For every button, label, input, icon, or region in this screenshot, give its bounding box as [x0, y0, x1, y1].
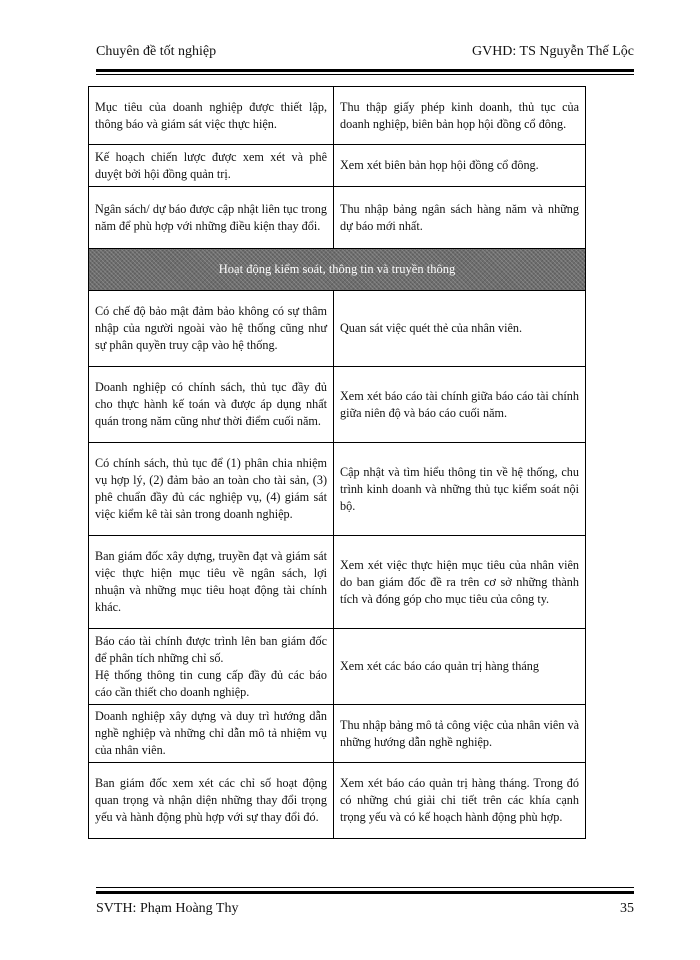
table-row — [89, 629, 586, 705]
footer-rule-thin — [96, 887, 634, 888]
objective-cell: Ban giám đốc xem xét các chỉ số hoạt động quan trọng và nhận diện những thay đổi trọng yếu và hành động phù hợp với sự thay đổi đó. — [89, 763, 334, 839]
procedure-cell: Quan sát việc quét thẻ của nhân viên. — [334, 291, 586, 367]
procedure-cell: Xem xét biên bản họp hội đồng cổ đông. — [334, 145, 586, 187]
section-title: Hoạt động kiểm soát, thông tin và truyền thông — [89, 249, 586, 291]
header-rule-thin — [96, 74, 634, 75]
objective-cell: Mục tiêu của doanh nghiệp được thiết lập, thông báo và giám sát việc thực hiện. — [89, 87, 334, 145]
procedure-cell: Thu nhập bảng ngân sách hàng năm và những dự báo mới nhất. — [334, 187, 586, 249]
page-header — [96, 44, 634, 66]
objective-cell: Báo cáo tài chính được trình lên ban giám đốc để phân tích những chỉ số. Hệ thống thông tin cung cấp đầy đủ các báo cáo cần thiết cho doanh nghiệp. — [89, 629, 334, 705]
control-table — [88, 86, 586, 839]
page-number: 35 — [620, 901, 634, 916]
procedure-cell: Xem xét việc thực hiện mục tiêu của nhân viên do ban giám đốc đề ra trên cơ sở những thành tích và đóng góp cho mục tiêu của công ty. — [334, 536, 586, 629]
objective-cell: Doanh nghiệp xây dựng và duy trì hướng dẫn nghề nghiệp và những chỉ dẫn mô tả nhiệm vụ của nhân viên. — [89, 705, 334, 763]
objective-cell: Có chính sách, thủ tục để (1) phân chia nhiệm vụ hợp lý, (2) đảm bảo an toàn cho tài sản, (3) phê chuẩn đầy đủ các nghiệp vụ, (4) giám sát việc kiểm kê tài sản trong doanh nghiệp. — [89, 443, 334, 536]
procedure-cell: Xem xét các báo cáo quản trị hàng tháng — [334, 629, 586, 705]
header-title: Chuyên đề tốt nghiệp — [96, 44, 217, 59]
procedure-cell: Thu nhập bảng mô tả công việc của nhân viên và những hướng dẫn nghề nghiệp. — [334, 705, 586, 763]
table-row — [89, 763, 586, 839]
section-header-row — [89, 249, 586, 291]
header-rule-thick — [96, 69, 634, 72]
objective-cell: Ban giám đốc xây dựng, truyền đạt và giám sát việc thực hiện mục tiêu về ngân sách, lợi nhuận và những mục tiêu hoạt động tài chính khác. — [89, 536, 334, 629]
footer-author: SVTH: Phạm Hoàng Thy — [96, 901, 239, 916]
table-row — [89, 187, 586, 249]
objective-cell: Doanh nghiệp có chính sách, thủ tục đầy đủ cho thực hành kế toán và được áp dụng nhất quán trong năm cũng như thời điểm cuối năm. — [89, 367, 334, 443]
procedure-cell: Cập nhật và tìm hiểu thông tin về hệ thống, chu trình kinh doanh và những thủ tục kiểm soát nội bộ. — [334, 443, 586, 536]
objective-cell: Kế hoạch chiến lược được xem xét và phê duyệt bởi hội đồng quản trị. — [89, 145, 334, 187]
procedure-cell: Xem xét báo cáo quản trị hàng tháng. Trong đó có những chú giải chi tiết trên các khía cạnh trọng yếu và có kế hoạch hành động phù hợp. — [334, 763, 586, 839]
procedure-cell: Xem xét báo cáo tài chính giữa báo cáo tài chính giữa niên độ và báo cáo cuối năm. — [334, 367, 586, 443]
table-row — [89, 291, 586, 367]
table-row — [89, 145, 586, 187]
procedure-cell: Thu thập giấy phép kinh doanh, thủ tục của doanh nghiệp, biên bản họp hội đồng cổ đông. — [334, 87, 586, 145]
objective-cell: Có chế độ bảo mật đảm bảo không có sự thâm nhập của người ngoài vào hệ thống cũng như sự phân quyền truy cập vào hệ thống. — [89, 291, 334, 367]
header-advisor: GVHD: TS Nguyễn Thế Lộc — [471, 44, 634, 59]
table-row — [89, 705, 586, 763]
objective-cell: Ngân sách/ dự báo được cập nhật liên tục trong năm để phù hợp với những điều kiện thay đổi. — [89, 187, 334, 249]
table-row — [89, 87, 586, 145]
table-row — [89, 367, 586, 443]
table-row — [89, 443, 586, 536]
table-row — [89, 536, 586, 629]
footer-rule-thick — [96, 891, 634, 894]
